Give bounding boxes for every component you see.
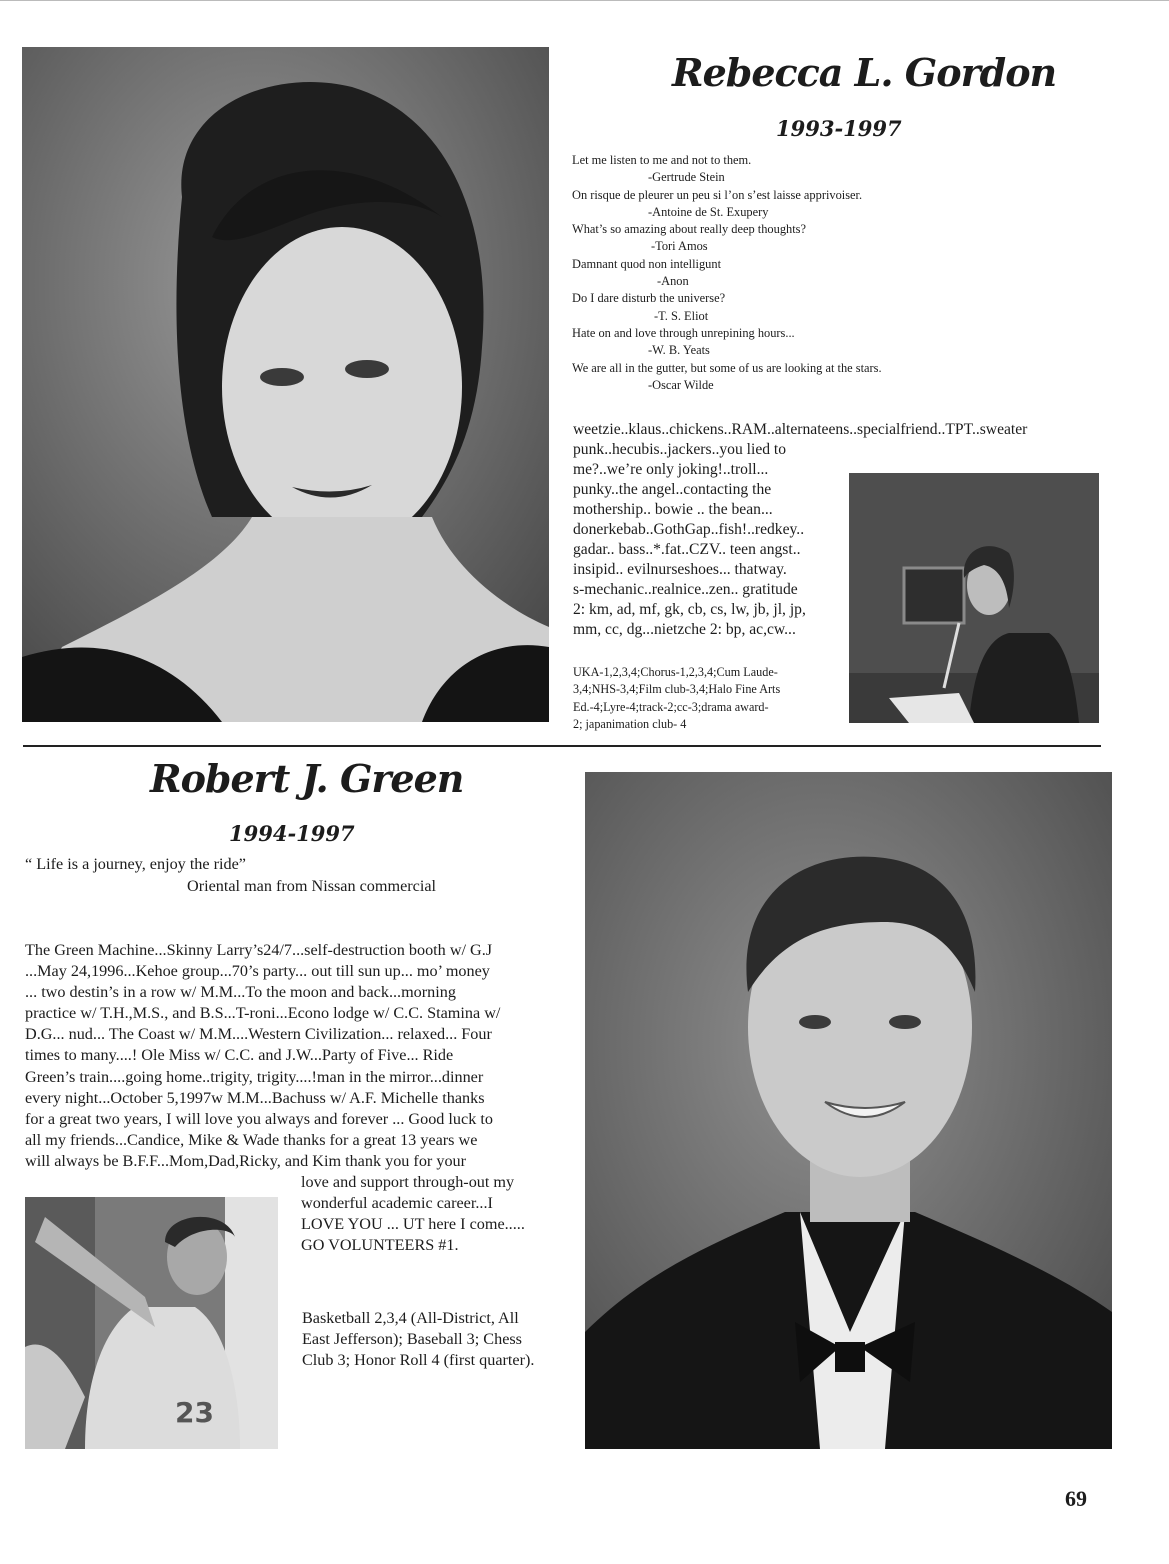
body-line: all my friends...Candice, Mike & Wade thanks for a great 13 years we <box>25 1130 478 1149</box>
quote-author: -Oscar Wilde <box>648 377 714 392</box>
body-line: wonderful academic career...I <box>301 1194 493 1213</box>
gordon-inside-text <box>573 440 838 640</box>
gordon-inside-first-line: weetzie..klaus..chickens..RAM..alternateens..specialfriend..TPT..sweater <box>573 421 1028 438</box>
inside-line: mothership.. bowie .. the bean... <box>573 501 773 518</box>
quote-line: What’s so amazing about really deep thoughts? <box>572 222 806 237</box>
green-quote: “ Life is a journey, enjoy the ride” <box>25 855 246 873</box>
quote-line: Do I dare disturb the universe? <box>572 291 726 306</box>
activities-line: Basketball 2,3,4 (All-District, All <box>302 1309 519 1327</box>
body-line: every night...October 5,1997w M.M...Bachuss w/ A.F. Michelle thanks <box>25 1088 485 1107</box>
gordon-candid-photo <box>849 473 1099 723</box>
quote-line: We are all in the gutter, but some of us are looking at the stars. <box>572 360 882 375</box>
green-quote-source: Oriental man from Nissan commercial <box>187 877 437 895</box>
green-portrait-photo <box>585 772 1112 1449</box>
inside-line: mm, cc, dg...nietzche 2: bp, ac,cw... <box>573 621 796 638</box>
activities-line: 2; japanimation club- 4 <box>573 717 687 732</box>
quote-author: -T. S. Eliot <box>654 308 709 323</box>
green-name: Robert J. Green <box>150 756 464 801</box>
body-line: love and support through-out my <box>301 1173 515 1191</box>
body-line: times to many....! Ole Miss w/ C.C. and J.W...Party of Five... Ride <box>25 1046 454 1065</box>
green-inside-tail <box>301 1172 525 1256</box>
quote-author: -Gertrude Stein <box>648 170 725 185</box>
inside-line: punky..the angel..contacting the <box>573 481 772 498</box>
activities-line: UKA-1,2,3,4;Chorus-1,2,3,4;Cum Laude- <box>573 665 778 679</box>
quote-author: -W. B. Yeats <box>648 343 710 358</box>
body-line: Green’s train....going home..trigity, trigity....!man in the mirror...dinner <box>25 1067 484 1086</box>
inside-line: 2: km, ad, mf, gk, cb, cs, lw, jb, jl, jp, <box>573 601 806 618</box>
green-years: 1994-1997 <box>229 821 355 846</box>
quote-line: On risque de pleurer un peu si l’on s’est laisse apprivoiser. <box>572 187 863 202</box>
green-inside-text <box>25 940 580 1172</box>
activities-line: Ed.-4;Lyre-4;track-2;cc-3;drama award- <box>573 699 769 714</box>
inside-line: gadar.. bass..*.fat..CZV.. teen angst.. <box>573 541 801 558</box>
gordon-years: 1993-1997 <box>776 116 902 141</box>
body-line: will always be B.F.F...Mom,Dad,Ricky, and Kim thank you for your <box>25 1151 467 1170</box>
body-line: for a great two years, I will love you always and forever ... Good luck to <box>25 1109 493 1128</box>
gordon-quotes <box>572 152 1092 394</box>
body-line: GO VOLUNTEERS #1. <box>301 1236 459 1255</box>
body-line: practice w/ T.H.,M.S., and B.S...T-roni...Econo lodge w/ C.C. Stamina w/ <box>25 1004 501 1023</box>
body-line: D.G... nud... The Coast w/ M.M....Western Civilization... relaxed... Four <box>25 1025 492 1044</box>
activities-line: East Jefferson); Baseball 3; Chess <box>302 1330 522 1349</box>
green-basketball-photo <box>25 1197 278 1449</box>
body-line: ... two destin’s in a row w/ M.M...To the moon and back...morning <box>25 983 456 1002</box>
body-line: LOVE YOU ... UT here I come..... <box>301 1215 525 1234</box>
gordon-activities <box>573 664 845 734</box>
inside-line: punk..hecubis..jackers..you lied to <box>573 441 787 458</box>
quote-author: -Anon <box>657 274 689 289</box>
page-top-edge <box>0 0 1169 1</box>
activities-line: Club 3; Honor Roll 4 (first quarter). <box>302 1351 535 1370</box>
svg-text:23: 23 <box>175 1396 214 1429</box>
inside-line: me?..we’re only joking!..troll... <box>573 461 769 478</box>
quote-line: Let me listen to me and not to them. <box>572 153 752 167</box>
gordon-name: Rebecca L. Gordon <box>672 50 1057 95</box>
quote-line: Damnant quod non intelligunt <box>572 256 722 271</box>
section-divider <box>23 745 1101 747</box>
body-line: The Green Machine...Skinny Larry’s24/7...self-destruction booth w/ G.J <box>25 941 493 959</box>
inside-line: insipid.. evilnurseshoes... thatway. <box>573 561 787 578</box>
green-activities <box>302 1308 534 1371</box>
inside-line: s-mechanic..realnice..zen.. gratitude <box>573 581 798 598</box>
quote-line: Hate on and love through unrepining hours... <box>572 325 795 340</box>
quote-author: -Tori Amos <box>651 239 708 254</box>
activities-line: 3,4;NHS-3,4;Film club-3,4;Halo Fine Arts <box>573 682 781 697</box>
inside-line: donerkebab..GothGap..fish!..redkey.. <box>573 521 805 538</box>
gordon-portrait-photo <box>22 47 549 722</box>
quote-author: -Antoine de St. Exupery <box>648 204 769 219</box>
body-line: ...May 24,1996...Kehoe group...70’s party... out till sun up... mo’ money <box>25 962 490 981</box>
page-number: 69 <box>1065 1486 1087 1511</box>
